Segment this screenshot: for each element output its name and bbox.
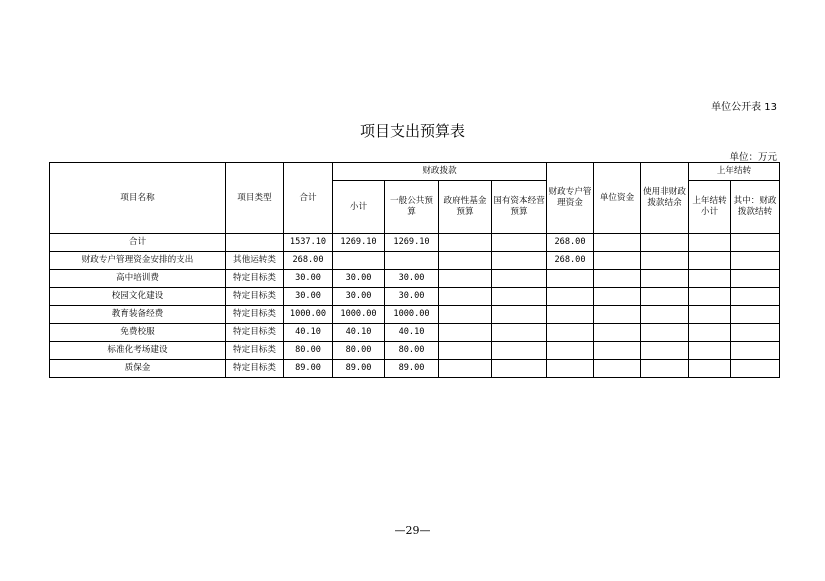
cell-carry-fiscal bbox=[731, 306, 780, 324]
cell-unit-funds bbox=[594, 342, 641, 360]
cell-carry-fiscal bbox=[731, 270, 780, 288]
cell-unit-funds bbox=[594, 252, 641, 270]
cell-name: 教育装备经费 bbox=[50, 306, 226, 324]
cell-name: 质保金 bbox=[50, 360, 226, 378]
header-general-public-budget: 一般公共预算 bbox=[385, 181, 439, 234]
cell-unit-funds bbox=[594, 306, 641, 324]
table-row bbox=[50, 288, 780, 306]
cell-unit-funds bbox=[594, 234, 641, 252]
cell-name: 合计 bbox=[50, 234, 226, 252]
header-project-name: 项目名称 bbox=[50, 163, 226, 234]
cell-type: 特定目标类 bbox=[226, 288, 284, 306]
cell-non-fiscal bbox=[641, 252, 689, 270]
cell-type: 特定目标类 bbox=[226, 270, 284, 288]
cell-general: 1000.00 bbox=[385, 306, 439, 324]
cell-subtotal: 80.00 bbox=[333, 342, 385, 360]
cell-gov-fund bbox=[439, 342, 492, 360]
table-row bbox=[50, 324, 780, 342]
cell-gov-fund bbox=[439, 234, 492, 252]
header-subtotal: 小计 bbox=[333, 181, 385, 234]
cell-carry-subtotal bbox=[689, 288, 731, 306]
header-total: 合计 bbox=[284, 163, 333, 234]
cell-gov-fund bbox=[439, 288, 492, 306]
cell-carry-subtotal bbox=[689, 324, 731, 342]
cell-type: 特定目标类 bbox=[226, 342, 284, 360]
table-row bbox=[50, 234, 780, 252]
cell-subtotal: 1269.10 bbox=[333, 234, 385, 252]
header-prior-year-subtotal: 上年结转小计 bbox=[689, 181, 731, 234]
cell-state-capital bbox=[492, 270, 547, 288]
header-non-fiscal-balance: 使用非财政拨款结余 bbox=[641, 163, 689, 234]
cell-type: 特定目标类 bbox=[226, 324, 284, 342]
cell-special bbox=[547, 342, 594, 360]
cell-state-capital bbox=[492, 234, 547, 252]
cell-special bbox=[547, 324, 594, 342]
cell-name: 标准化考场建设 bbox=[50, 342, 226, 360]
cell-name: 财政专户管理资金安排的支出 bbox=[50, 252, 226, 270]
cell-general: 89.00 bbox=[385, 360, 439, 378]
table-id: 单位公开表 13 bbox=[711, 102, 777, 113]
cell-name: 校园文化建设 bbox=[50, 288, 226, 306]
cell-name: 高中培训费 bbox=[50, 270, 226, 288]
cell-special bbox=[547, 306, 594, 324]
cell-non-fiscal bbox=[641, 306, 689, 324]
cell-non-fiscal bbox=[641, 234, 689, 252]
page-title: 项目支出预算表 bbox=[359, 122, 465, 140]
cell-general: 1269.10 bbox=[385, 234, 439, 252]
cell-carry-subtotal bbox=[689, 252, 731, 270]
header-of-which-fiscal: 其中：财政拨款结转 bbox=[731, 181, 780, 234]
cell-subtotal: 30.00 bbox=[333, 270, 385, 288]
cell-gov-fund bbox=[439, 360, 492, 378]
cell-carry-subtotal bbox=[689, 360, 731, 378]
cell-subtotal: 1000.00 bbox=[333, 306, 385, 324]
cell-non-fiscal bbox=[641, 324, 689, 342]
header-state-capital-budget: 国有资本经营预算 bbox=[492, 181, 547, 234]
cell-special bbox=[547, 270, 594, 288]
cell-carry-fiscal bbox=[731, 288, 780, 306]
cell-total: 80.00 bbox=[284, 342, 333, 360]
cell-general: 30.00 bbox=[385, 288, 439, 306]
table-row bbox=[50, 342, 780, 360]
cell-state-capital bbox=[492, 252, 547, 270]
header-fiscal-allocation: 财政拨款 bbox=[333, 163, 547, 181]
table-row bbox=[50, 306, 780, 324]
cell-special bbox=[547, 288, 594, 306]
cell-special: 268.00 bbox=[547, 234, 594, 252]
header-unit-funds: 单位资金 bbox=[594, 163, 641, 234]
cell-carry-fiscal bbox=[731, 252, 780, 270]
cell-unit-funds bbox=[594, 288, 641, 306]
table-header bbox=[50, 163, 780, 234]
cell-carry-subtotal bbox=[689, 270, 731, 288]
cell-carry-subtotal bbox=[689, 342, 731, 360]
cell-state-capital bbox=[492, 288, 547, 306]
cell-gov-fund bbox=[439, 270, 492, 288]
cell-general bbox=[385, 252, 439, 270]
header-gov-fund-budget: 政府性基金预算 bbox=[439, 181, 492, 234]
cell-type: 其他运转类 bbox=[226, 252, 284, 270]
cell-carry-subtotal bbox=[689, 306, 731, 324]
page-number: —29— bbox=[394, 524, 431, 537]
cell-name: 免费校服 bbox=[50, 324, 226, 342]
cell-subtotal: 40.10 bbox=[333, 324, 385, 342]
cell-total: 89.00 bbox=[284, 360, 333, 378]
cell-non-fiscal bbox=[641, 360, 689, 378]
cell-total: 1537.10 bbox=[284, 234, 333, 252]
cell-general: 40.10 bbox=[385, 324, 439, 342]
cell-total: 30.00 bbox=[284, 270, 333, 288]
cell-carry-fiscal bbox=[731, 324, 780, 342]
cell-carry-fiscal bbox=[731, 234, 780, 252]
cell-state-capital bbox=[492, 342, 547, 360]
cell-gov-fund bbox=[439, 324, 492, 342]
cell-unit-funds bbox=[594, 270, 641, 288]
table-row bbox=[50, 252, 780, 270]
cell-general: 30.00 bbox=[385, 270, 439, 288]
cell-non-fiscal bbox=[641, 270, 689, 288]
cell-gov-fund bbox=[439, 252, 492, 270]
unit-label: 单位：万元 bbox=[729, 152, 777, 163]
cell-general: 80.00 bbox=[385, 342, 439, 360]
cell-non-fiscal bbox=[641, 342, 689, 360]
cell-unit-funds bbox=[594, 324, 641, 342]
table-row bbox=[50, 270, 780, 288]
cell-total: 40.10 bbox=[284, 324, 333, 342]
cell-state-capital bbox=[492, 360, 547, 378]
project-expenditure-table bbox=[49, 162, 780, 378]
cell-subtotal bbox=[333, 252, 385, 270]
cell-type bbox=[226, 234, 284, 252]
cell-special: 268.00 bbox=[547, 252, 594, 270]
header-project-type: 项目类型 bbox=[226, 163, 284, 234]
cell-carry-subtotal bbox=[689, 234, 731, 252]
cell-carry-fiscal bbox=[731, 342, 780, 360]
table-body bbox=[50, 234, 780, 378]
cell-carry-fiscal bbox=[731, 360, 780, 378]
cell-type: 特定目标类 bbox=[226, 360, 284, 378]
table-row bbox=[50, 360, 780, 378]
cell-type: 特定目标类 bbox=[226, 306, 284, 324]
cell-subtotal: 89.00 bbox=[333, 360, 385, 378]
cell-gov-fund bbox=[439, 306, 492, 324]
cell-special bbox=[547, 360, 594, 378]
cell-total: 268.00 bbox=[284, 252, 333, 270]
header-fiscal-special-funds: 财政专户管理资金 bbox=[547, 163, 594, 234]
cell-total: 30.00 bbox=[284, 288, 333, 306]
cell-unit-funds bbox=[594, 360, 641, 378]
header-prior-year-carryover: 上年结转 bbox=[689, 163, 780, 181]
cell-non-fiscal bbox=[641, 288, 689, 306]
cell-subtotal: 30.00 bbox=[333, 288, 385, 306]
cell-state-capital bbox=[492, 324, 547, 342]
cell-total: 1000.00 bbox=[284, 306, 333, 324]
cell-state-capital bbox=[492, 306, 547, 324]
